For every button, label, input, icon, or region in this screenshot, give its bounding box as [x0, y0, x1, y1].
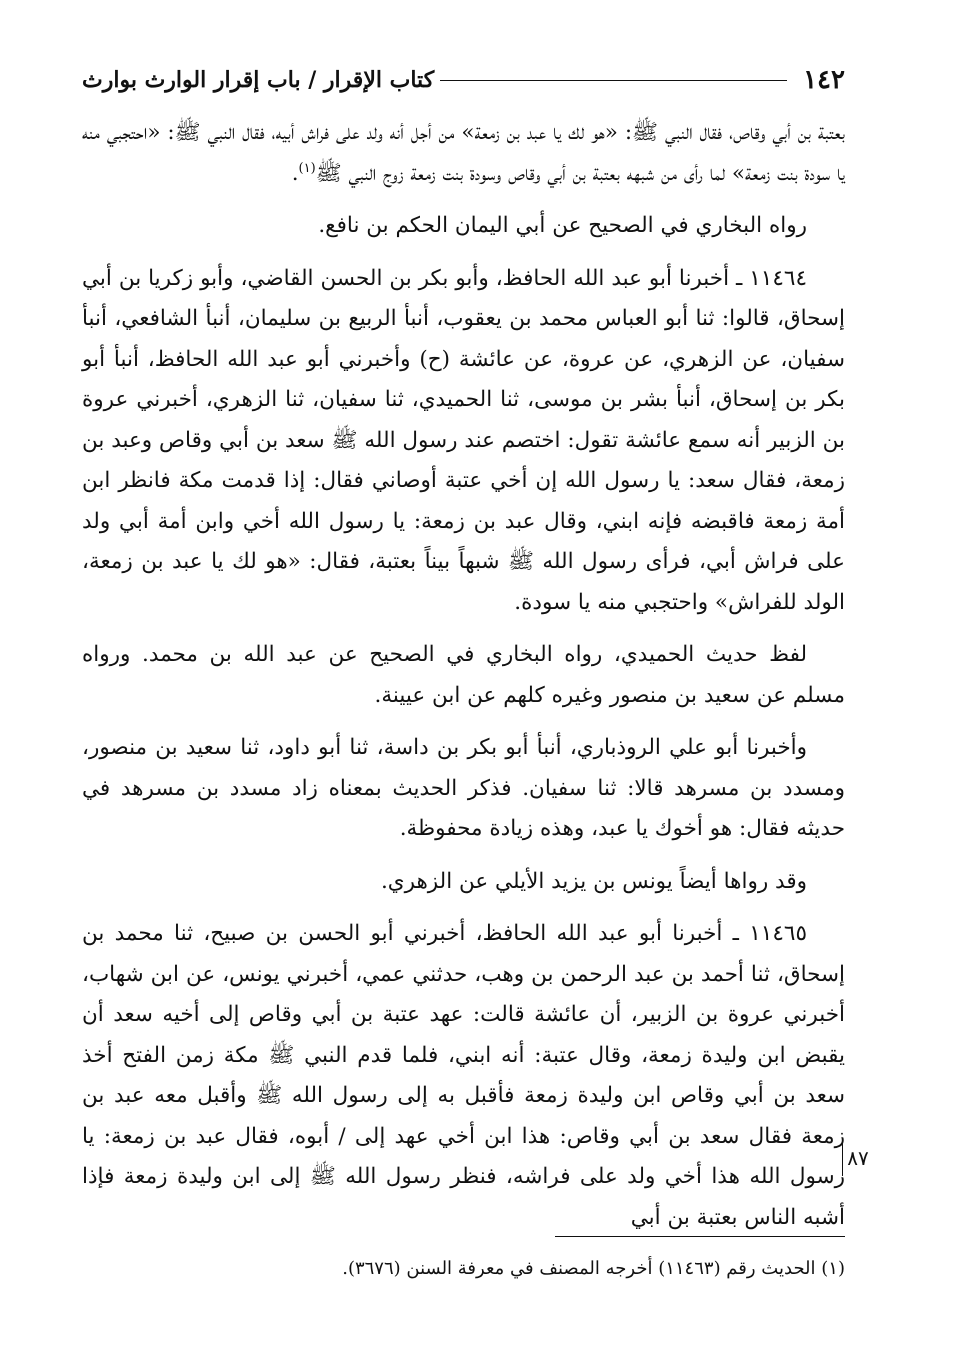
paragraph: لفظ حديث الحميدي، رواه البخاري في الصحيح عن عبد الله بن محمد. ورواه مسلم عن سعيد بن منصور وغيره كلهم عن ابن عيينة.	[82, 642, 845, 708]
hadith-paragraph: ١١٤٦٥ ـ أخبرنا أبو عبد الله الحافظ، أخبرني أبو الحسن بن صبيح، ثنا محمد بن إسحاق، ثنا أحمد بن عبد الرحمن بن وهب، حدثني عمي، أخبرني يونس، عن ابن شهاب، أخبرني عروة بن الزبير، أن عائشة قالت: عهد عتبة بن أبي وقاص إلى أخيه سعد أن يقبض ابن وليدة زمعة، وقال عتبة: أنه ابني، فلما قدم النبي ﷺ مكة زمن الفتح أخذ سعد بن أبي وقاص ابن وليدة زمعة فأقبل به إلى رسول الله ﷺ وأقبل معه عبد بن زمعة فقال سعد بن أبي وقاص: هذا ابن أخي عهد إلى / أبوه، فقال عبد بن زمعة: يا رسول الله هذا أخي ولد على فراشه، فنظر رسول الله ﷺ إلى ابن وليدة زمعة فإذا أشبه الناس بعتبة بن أبي	[82, 921, 845, 1230]
paragraph-text: بعتبة بن أبي وقاص، فقال النبي ﷺ: «هو لك يا عبد بن زمعة» من أجل أنه ولد على فراش أبيه، فقال النبي ﷺ: «احتجبي منه يا سودة بنت زمعة» لما رأى من شبهه بعتبة بن أبي وقاص وسودة بنت زمعة زوج النبي ﷺ	[82, 120, 845, 186]
paragraph-continuation	[82, 113, 845, 194]
margin-page-marker: ٨٧	[842, 1140, 873, 1176]
header-rule	[440, 80, 787, 81]
main-text	[82, 113, 845, 1238]
page-header	[82, 62, 845, 98]
page-number: ١٤٢	[803, 65, 845, 95]
paragraph: وقد رواها أيضاً يونس بن يزيد الأيلي عن الزهري.	[380, 868, 807, 894]
hadith-paragraph: ١١٤٦٤ ـ أخبرنا أبو عبد الله الحافظ، وأبو بكر بن الحسن القاضي، وأبو زكريا بن أبي إسحاق، قالوا: ثنا أبو العباس محمد بن يعقوب، أنبأ الربيع بن سليمان، أنبأ الشافعي، أنبأ سفيان، عن الزهري، عن عروة، عن عائشة (ح) وأخبرني أبو عبد الله الحافظ، أنبأ أبو بكر بن إسحاق، أنبأ بشر بن موسى، ثنا الحميدي، ثنا سفيان، ثنا الزهري، أخبرني عروة بن الزبير أنه سمع عائشة تقول: اختصم عند رسول الله ﷺ سعد بن أبي وقاص وعبد بن زمعة، فقال سعد: يا رسول الله إن أخي عتبة أوصاني فقال: إذا قدمت مكة فانظر ابن أمة زمعة فاقبضه فإنه ابني، وقال عبد بن زمعة: يا رسول الله أخي وابن أمة أبي ولد على فراش أبي، فرأى رسول الله ﷺ شبهاً بيناً بعتبة، فقال: «هو لك يا عبد بن زمعة، الولد للفراش» واحتجبي منه يا سودة.	[82, 265, 845, 615]
paragraph-tail: .	[291, 160, 299, 186]
paragraph: وأخبرنا أبو علي الروذباري، أنبأ أبو بكر بن داسة، ثنا أبو داود، ثنا سعيد بن منصور، ومسدد بن مسرهد قالا: ثنا سفيان. فذكر الحديث بمعناه زاد مسدد بن مسرهد في حديثه فقال: هو أخوك يا عبد، وهذه زيادة محفوظة.	[82, 735, 845, 841]
running-title: كتاب الإقرار / باب إقرار الوارث بوارث	[82, 67, 435, 93]
footnote: (١) الحديث رقم (١١٤٦٣) أخرجه المصنف في معرفة السنن (٣٦٧٦).	[342, 1258, 845, 1279]
footnote-reference: (١)	[298, 160, 316, 176]
paragraph: رواه البخاري في الصحيح عن أبي اليمان الحكم بن نافع.	[318, 213, 807, 238]
footnote-rule	[555, 1236, 845, 1237]
